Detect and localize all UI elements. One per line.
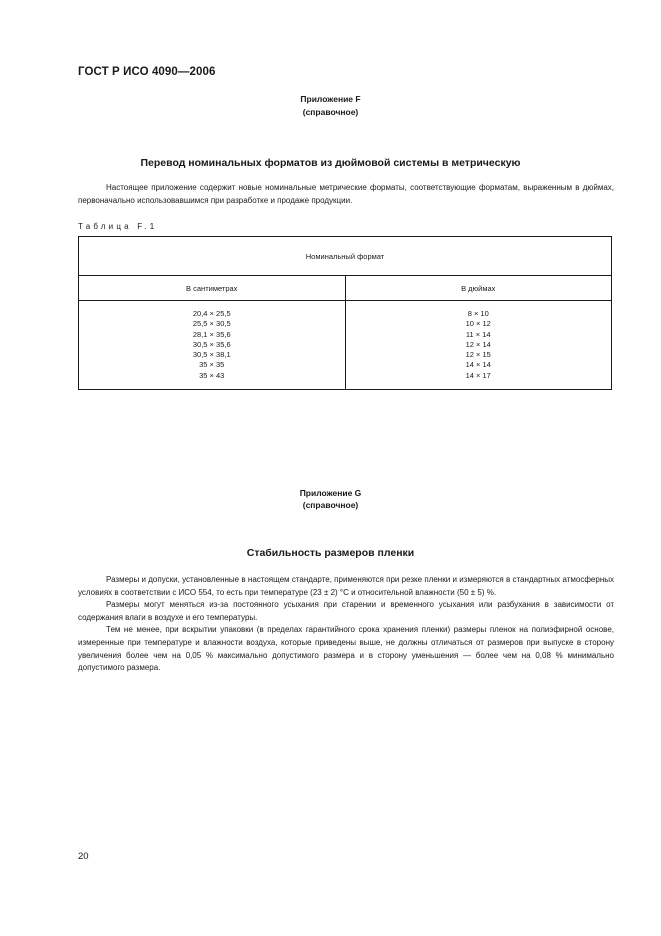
in-value: 14 × 14 [465,360,491,370]
page-number: 20 [78,851,89,862]
in-value: 11 × 14 [465,329,491,339]
appendix-g-title: Приложение G [299,488,362,498]
table-label: Таблица F.1 [78,222,158,231]
cm-value: 28,1 × 35,6 [192,329,231,339]
column-header-in: В дюймах [345,276,612,301]
in-value: 10 × 12 [465,319,491,329]
cm-value: 30,5 × 38,1 [192,350,231,360]
body-paragraph: Размеры и допуски, установленные в настоящем стандарте, применяются при резке пленки и измеряются в стандартных атмосферных условиях в соответствии с ИСО 554, то есть при температуре (23 ± 2) °С и относительной влажности (50 ± 5) %. [78,575,614,597]
appendix-g-subtitle: (справочное) [302,500,359,510]
cm-value: 20,4 × 25,5 [192,309,231,318]
table-header: Номинальный формат [79,237,612,276]
in-value: 12 × 15 [465,350,491,360]
standard-code: ГОСТ Р ИСО 4090—2006 [78,66,216,78]
in-value: 8 × 10 [467,309,489,318]
body-paragraph: Тем не менее, при вскрытии упаковки (в пределах гарантийного срока хранения пленки) размеры пленок на полиэфирной основе, измеренные при температуре и влажности воздуха, которые приведены выше, не должны отличаться от размеров при выпуске в сторону увеличения более чем на 0,05 % максимально допустимого размера и в сторону уменьшения — более чем на 0,08 % минимально допустимого размера. [78,625,614,673]
body-paragraph: Размеры могут меняться из-за постоянного усыхания при старении и временного усыхания или разбухания в зависимости от содержания влаги в воздухе и его температуры. [78,600,614,622]
in-values-cell [345,301,612,390]
cm-value: 25,5 × 30,5 [192,319,231,329]
intro-paragraph: Настоящее приложение содержит новые номинальные метрические форматы, соответствующие форматам, выраженным в дюймах, первоначально использовавшимся при разработке и продаже продукции. [78,183,614,205]
appendix-f-subtitle: (справочное) [302,107,359,117]
cm-values-cell [79,301,346,390]
appendix-g-heading: Стабильность размеров пленки [246,547,415,559]
appendix-g-body [78,574,614,675]
in-value: 12 × 14 [465,339,491,349]
cm-value: 35 × 35 [199,360,225,370]
appendix-f-title: Приложение F [300,94,361,104]
format-table [78,236,612,390]
column-header-cm: В сантиметрах [79,276,346,301]
in-value: 14 × 17 [465,370,491,380]
cm-value: 30,5 × 35,6 [192,339,231,349]
cm-value: 35 × 43 [199,370,225,380]
appendix-f-heading: Перевод номинальных форматов из дюймовой системы в метрическую [140,157,521,169]
appendix-f-intro [78,182,614,207]
